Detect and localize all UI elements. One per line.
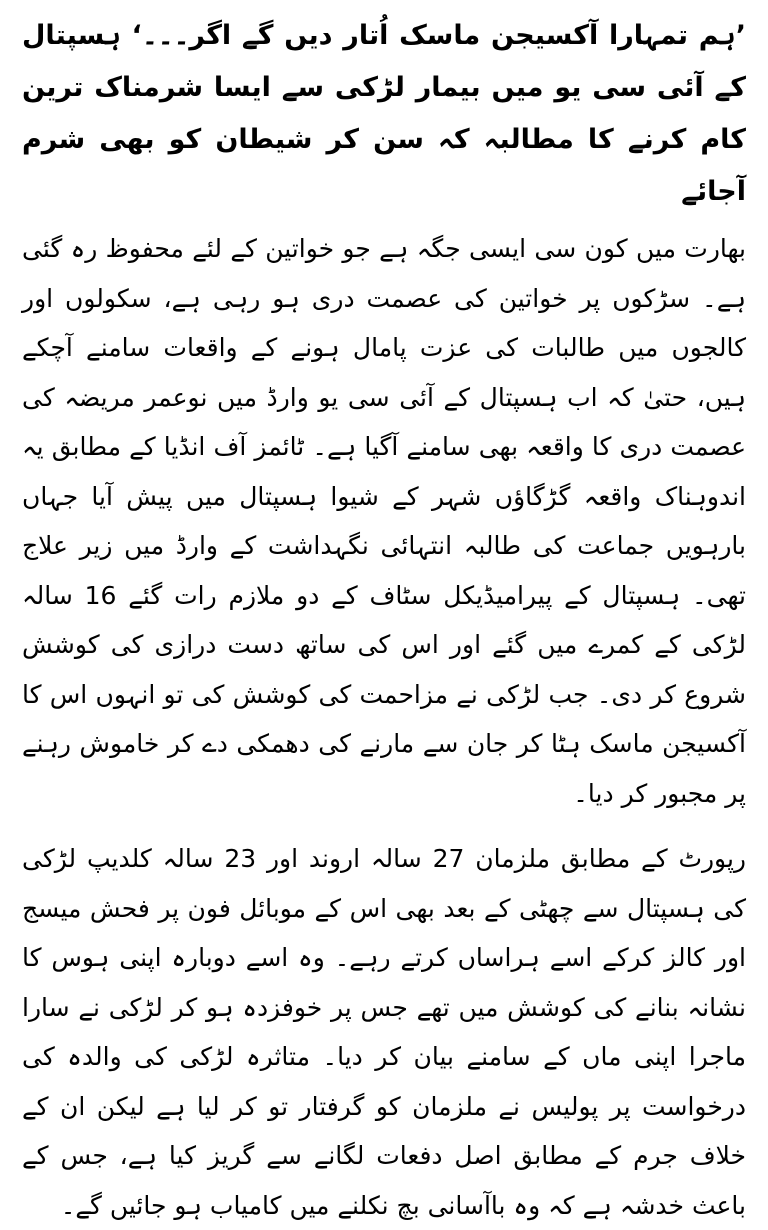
article-paragraph-2: رپورٹ کے مطابق ملزمان 27 سالہ اروند اور 23 سالہ کلدیپ لڑکی کی ہسپتال سے چھٹی کے بعد بھی اس کے موبائل فون پر فحش میسج اور کالز کرکے اسے ہراساں کرتے رہے۔ وہ اسے دوبارہ اپنی ہوس کا نشانہ بنانے کی کوشش میں تھے جس پر خوفزدہ ہو کر لڑکی نے سارا ماجرا اپنی ماں کے سامنے بیان کر دیا۔ متاثرہ لڑکی کی والدہ کی درخواست پر پولیس نے ملزمان کو گرفتار تو کر لیا ہے لیکن ان کے خلاف جرم کے مطابق اصل دفعات لگانے سے گریز کیا ہے، جس کے باعث خدشہ ہے کہ وہ باآسانی بچ نکلنے میں کامیاب ہو جائیں گے۔ xyxy=(22,844,746,1220)
article-headline: ’ہم تمہارا آکسیجن ماسک اُتار دیں گے اگر۔۔۔‘ ہسپتال کے آئی سی یو میں بیمار لڑکی سے ایسا شرمناک ترین کام کرنے کا مطالبہ کہ سن کر شیطان کو بھی شرم آجائے xyxy=(22,20,746,207)
article-paragraph-1: بھارت میں کون سی ایسی جگہ ہے جو خواتین کے لئے محفوظ رہ گئی ہے۔ سڑکوں پر خواتین کی عصمت دری ہو رہی ہے، سکولوں اور کالجوں میں طالبات کی عزت پامال ہونے کے واقعات سامنے آچکے ہیں، حتیٰ کہ اب ہسپتال کے آئی سی یو وارڈ میں نوعمر مریضہ کی عصمت دری کا واقعہ بھی سامنے آگیا ہے۔ ٹائمز آف انڈیا کے مطابق یہ اندوہناک واقعہ گڑگاؤں شہر کے شیوا ہسپتال میں پیش آیا جہاں بارہویں جماعت کی طالبہ انتہائی نگہداشت کے وارڈ میں زیر علاج تھی۔ ہسپتال کے پیرامیڈیکل سٹاف کے دو ملازم رات گئے 16 سالہ لڑکی کے کمرے میں گئے اور اس کی ساتھ دست درازی کی کوشش شروع کر دی۔ جب لڑکی نے مزاحمت کی کوشش کی تو انہوں اس کا آکسیجن ماسک ہٹا کر جان سے مارنے کی دھمکی دے کر خاموش رہنے پر مجبور کر دیا۔ xyxy=(22,234,746,808)
